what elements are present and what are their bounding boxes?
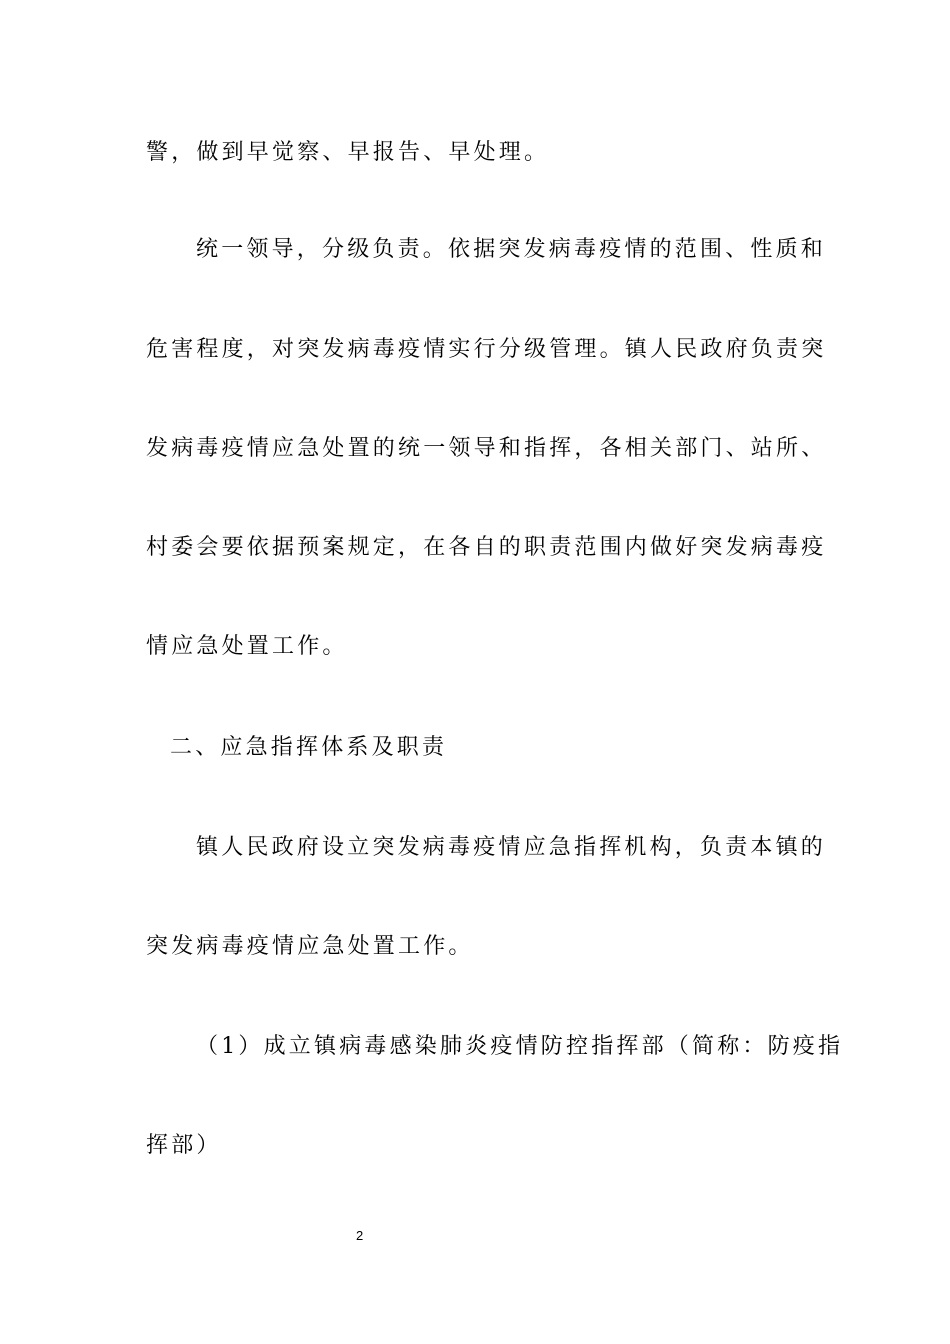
paragraph-line: 挥部） [146,1133,222,1158]
paragraph-line: 突发病毒疫情应急处置工作。 [146,934,474,959]
paragraph-line: 情应急处置工作。 [146,634,348,659]
paragraph-line: （1）成立镇病毒感染肺炎疫情防控指挥部（简称：防疫指 [196,1034,844,1059]
section-heading: 二、应急指挥体系及职责 [170,735,448,760]
paragraph-line: 村委会要依据预案规定，在各自的职责范围内做好突发病毒疫 [146,535,827,560]
paragraph-line: 统一领导，分级负责。依据突发病毒疫情的范围、性质和 [196,237,827,262]
page-number: 2 [356,1228,364,1243]
paragraph-line: 发病毒疫情应急处置的统一领导和指挥，各相关部门、站所、 [146,436,827,461]
paragraph-line: 警，做到早觉察、早报告、早处理。 [146,140,550,165]
paragraph-line: 危害程度，对突发病毒疫情实行分级管理。镇人民政府负责突 [146,337,827,362]
paragraph-line: 镇人民政府设立突发病毒疫情应急指挥机构，负责本镇的 [196,835,827,860]
